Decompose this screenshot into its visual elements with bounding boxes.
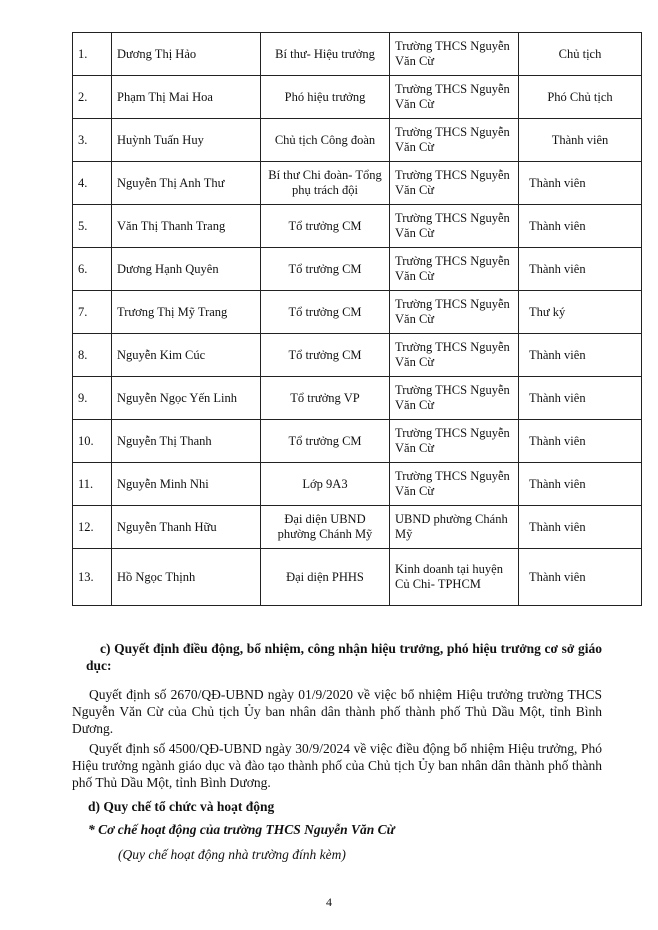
member-name-cell: Dương Thị Hảo <box>112 33 261 76</box>
row-number-cell: 4. <box>73 162 112 205</box>
table-row <box>73 76 642 119</box>
member-name-cell: Nguyễn Thanh Hữu <box>112 506 261 549</box>
page-number: 4 <box>326 895 332 909</box>
table-row <box>73 506 642 549</box>
table-row <box>73 463 642 506</box>
table-row <box>73 377 642 420</box>
member-role-cell: Thành viên <box>519 205 642 248</box>
row-number-cell: 7. <box>73 291 112 334</box>
member-position-cell: Đại diện UBND phường Chánh Mỹ <box>261 506 390 549</box>
section-d-heading: d) Quy chế tổ chức và hoạt động <box>88 799 275 814</box>
member-position-cell: Tổ trưởng CM <box>261 205 390 248</box>
member-position-cell: Phó hiệu trưởng <box>261 76 390 119</box>
member-unit-cell: Trường THCS Nguyễn Văn Cừ <box>390 420 519 463</box>
member-name-cell: Văn Thị Thanh Trang <box>112 205 261 248</box>
member-unit-cell: Trường THCS Nguyễn Văn Cừ <box>390 33 519 76</box>
row-number-cell: 6. <box>73 248 112 291</box>
member-position-cell: Tổ trưởng VP <box>261 377 390 420</box>
member-name-cell: Nguyễn Ngọc Yến Linh <box>112 377 261 420</box>
row-number-cell: 1. <box>73 33 112 76</box>
member-unit-cell: Trường THCS Nguyễn Văn Cừ <box>390 162 519 205</box>
member-role-cell: Thành viên <box>519 162 642 205</box>
row-number-cell: 3. <box>73 119 112 162</box>
member-position-cell: Tổ trưởng CM <box>261 334 390 377</box>
member-position-cell: Tổ trưởng CM <box>261 248 390 291</box>
row-number-cell: 11. <box>73 463 112 506</box>
council-members-table <box>72 32 642 606</box>
member-name-cell: Dương Hạnh Quyên <box>112 248 261 291</box>
table-row <box>73 248 642 291</box>
row-number-cell: 5. <box>73 205 112 248</box>
section-c-paragraph-1: Quyết định số 2670/QĐ-UBND ngày 01/9/2020 về việc bổ nhiệm Hiệu trưởng trường THCS Nguyễn Văn Cừ của Chủ tịch Ủy ban nhân dân thành phố thành phố Thủ Dầu Một, tỉnh Bình Dương. <box>72 687 602 736</box>
row-number-cell: 9. <box>73 377 112 420</box>
section-d-subheading: * Cơ chế hoạt động của trường THCS Nguyễn Văn Cừ <box>88 822 395 837</box>
table-body <box>73 33 642 606</box>
member-role-cell: Thành viên <box>519 420 642 463</box>
section-c-paragraph-2: Quyết định số 4500/QĐ-UBND ngày 30/9/2024 về việc điều động bổ nhiệm Hiệu trưởng, Phó Hiệu trưởng ngành giáo dục và đào tạo thành phố của Chủ tịch Ủy ban nhân dân thành phố thành phố Thủ Dầu Một, tỉnh Bình Dương. <box>72 741 602 790</box>
member-position-cell: Bí thư Chi đoàn- Tổng phụ trách đội <box>261 162 390 205</box>
member-role-cell: Chủ tịch <box>519 33 642 76</box>
section-c-heading: c) Quyết định điều động, bổ nhiệm, công nhận hiệu trưởng, phó hiệu trưởng cơ sở giáo dục: <box>86 641 602 673</box>
member-role-cell: Thành viên <box>519 463 642 506</box>
member-role-cell: Thành viên <box>519 377 642 420</box>
member-position-cell: Chủ tịch Công đoàn <box>261 119 390 162</box>
member-unit-cell: Trường THCS Nguyễn Văn Cừ <box>390 291 519 334</box>
member-role-cell: Phó Chủ tịch <box>519 76 642 119</box>
member-unit-cell: Trường THCS Nguyễn Văn Cừ <box>390 463 519 506</box>
member-name-cell: Phạm Thị Mai Hoa <box>112 76 261 119</box>
member-name-cell: Hồ Ngọc Thịnh <box>112 549 261 606</box>
table-row <box>73 334 642 377</box>
attachment-note: (Quy chế hoạt động nhà trường đính kèm) <box>118 847 346 862</box>
member-unit-cell: Trường THCS Nguyễn Văn Cừ <box>390 248 519 291</box>
row-number-cell: 8. <box>73 334 112 377</box>
table-row <box>73 549 642 606</box>
member-name-cell: Nguyễn Thị Anh Thư <box>112 162 261 205</box>
table-row <box>73 205 642 248</box>
member-unit-cell: Trường THCS Nguyễn Văn Cừ <box>390 377 519 420</box>
table-row <box>73 33 642 76</box>
member-role-cell: Thành viên <box>519 248 642 291</box>
table-row <box>73 420 642 463</box>
member-name-cell: Trương Thị Mỹ Trang <box>112 291 261 334</box>
table-row <box>73 291 642 334</box>
member-unit-cell: Trường THCS Nguyễn Văn Cừ <box>390 334 519 377</box>
member-unit-cell: Trường THCS Nguyễn Văn Cừ <box>390 76 519 119</box>
member-role-cell: Thư ký <box>519 291 642 334</box>
member-name-cell: Nguyễn Kim Cúc <box>112 334 261 377</box>
member-name-cell: Nguyễn Thị Thanh <box>112 420 261 463</box>
table-row <box>73 162 642 205</box>
member-unit-cell: UBND phường Chánh Mỹ <box>390 506 519 549</box>
row-number-cell: 12. <box>73 506 112 549</box>
member-role-cell: Thành viên <box>519 334 642 377</box>
member-position-cell: Đại diện PHHS <box>261 549 390 606</box>
row-number-cell: 2. <box>73 76 112 119</box>
member-position-cell: Tổ trưởng CM <box>261 291 390 334</box>
row-number-cell: 10. <box>73 420 112 463</box>
member-position-cell: Lớp 9A3 <box>261 463 390 506</box>
member-role-cell: Thành viên <box>519 119 642 162</box>
member-name-cell: Nguyễn Minh Nhi <box>112 463 261 506</box>
member-role-cell: Thành viên <box>519 506 642 549</box>
member-position-cell: Bí thư- Hiệu trưởng <box>261 33 390 76</box>
member-name-cell: Huỳnh Tuấn Huy <box>112 119 261 162</box>
member-unit-cell: Trường THCS Nguyễn Văn Cừ <box>390 119 519 162</box>
member-role-cell: Thành viên <box>519 549 642 606</box>
row-number-cell: 13. <box>73 549 112 606</box>
member-unit-cell: Kinh doanh tại huyện Củ Chi- TPHCM <box>390 549 519 606</box>
member-unit-cell: Trường THCS Nguyễn Văn Cừ <box>390 205 519 248</box>
table-row <box>73 119 642 162</box>
member-position-cell: Tổ trưởng CM <box>261 420 390 463</box>
